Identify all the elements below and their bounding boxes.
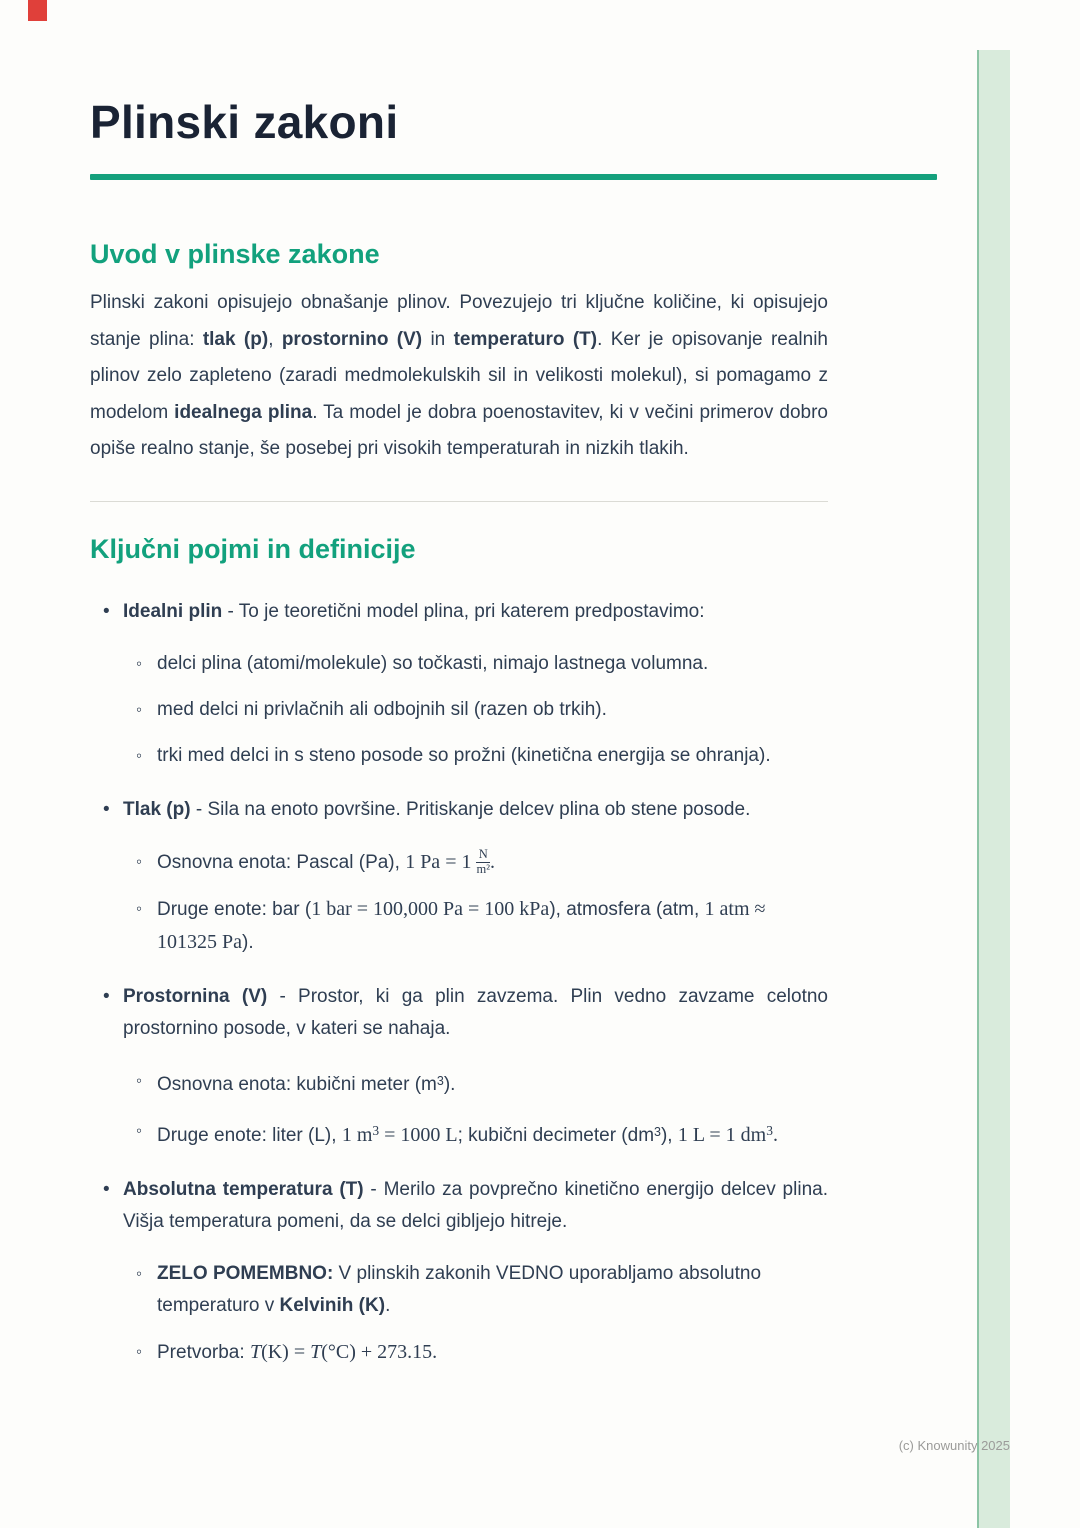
sub-bullet-icon: ◦ bbox=[136, 653, 143, 673]
list-item-text: Prostornina (V) - Prostor, ki ga plin zavzema. Plin vedno zavzame celotno prostornino posode, v kateri se nahaja. bbox=[123, 985, 828, 1039]
sub-list-item bbox=[90, 694, 828, 726]
sub-list-item-text: Pretvorba: T(K) = T(°C) + 273.15. bbox=[157, 1340, 438, 1363]
sub-list bbox=[90, 1065, 828, 1152]
sub-list bbox=[90, 648, 828, 772]
sub-bullet-icon: ◦ bbox=[136, 851, 143, 871]
list-item-prostornina bbox=[90, 981, 828, 1152]
sub-list bbox=[90, 1258, 828, 1369]
red-bookmark-tab bbox=[28, 0, 47, 21]
bullet-icon: • bbox=[103, 985, 110, 1007]
sub-list-item bbox=[90, 846, 828, 879]
sub-list-item-text: med delci ni privlačnih ali odbojnih sil (razen ob trkih). bbox=[157, 698, 607, 720]
sub-list-item-text: Druge enote: bar (1 bar = 100,000 Pa = 100 kPa), atmosfera (atm, 1 atm ≈ 101325 Pa). bbox=[157, 897, 766, 953]
sub-list-item bbox=[90, 740, 828, 772]
page-content bbox=[90, 0, 828, 1369]
sub-list-item bbox=[90, 1258, 828, 1322]
sub-list-item bbox=[90, 1065, 828, 1101]
sub-bullet-icon: ◦ bbox=[136, 1341, 143, 1361]
list-item-temperatura bbox=[90, 1174, 828, 1369]
copyright-footer: (c) Knowunity 2025 bbox=[898, 1438, 1010, 1453]
page-title: Plinski zakoni bbox=[90, 96, 399, 148]
right-margin-strip bbox=[977, 50, 1010, 1528]
section-divider bbox=[90, 501, 828, 502]
sub-list-item bbox=[90, 648, 828, 680]
sub-list-item bbox=[90, 1115, 828, 1152]
sub-list-item-text: trki med delci in s steno posode so prožni (kinetična energija se ohranja). bbox=[157, 744, 771, 766]
bullet-icon: • bbox=[103, 1178, 110, 1200]
list-item-tlak bbox=[90, 794, 828, 959]
bullet-icon: • bbox=[103, 798, 110, 820]
sub-list-item bbox=[90, 893, 828, 959]
sub-list-item bbox=[90, 1336, 828, 1369]
sub-list-item-text: Osnovna enota: kubični meter $(m^3)$. bbox=[157, 1073, 456, 1095]
sub-list-item-text: Osnovna enota: Pascal (Pa), 1 Pa = 1 $\frac{N}{\text{m²}}$ . bbox=[157, 847, 495, 876]
list-item-text: Idealni plin - To je teoretični model plina, pri katerem predpostavimo: bbox=[123, 600, 705, 622]
list-item-idealni-plin bbox=[90, 596, 828, 772]
sub-bullet-icon: ◦ bbox=[136, 699, 143, 719]
title-underline bbox=[90, 174, 937, 180]
section-heading-intro: Uvod v plinske zakone bbox=[90, 239, 380, 269]
sub-bullet-icon: ◦ bbox=[136, 1120, 143, 1140]
sub-bullet-icon: ◦ bbox=[136, 898, 143, 918]
sub-bullet-icon: ◦ bbox=[136, 745, 143, 765]
sub-list-item-text: ZELO POMEMBNO: V plinskih zakonih VEDNO uporabljamo absolutno temperaturo v Kelvinih (K). bbox=[157, 1262, 762, 1316]
list-item-text: Absolutna temperatura (T) - Merilo za povprečno kinetično energijo delcev plina. Višja temperatura pomeni, da se delci gibljejo hitreje. bbox=[123, 1178, 828, 1232]
bullet-icon: • bbox=[103, 600, 110, 622]
sub-bullet-icon: ◦ bbox=[136, 1070, 143, 1090]
intro-paragraph: Plinski zakoni opisujejo obnašanje plinov. Povezujejo tri ključne količine, ki opisujejo stanje plina: tlak (p), prostornino (V) in temperaturo (T). Ker je opisovanje realnih plinov zelo zapleteno (zaradi medmolekulskih sil in velikosti molekul), si pomagamo z modelom idealnega plina. Ta model je dobra poenostavitev, ki v večini primerov dobro opiše realno stanje, še posebej pri visokih temperaturah in nizkih tlakih. bbox=[90, 292, 828, 459]
section-heading-concepts: Ključni pojmi in definicije bbox=[90, 533, 416, 564]
sub-list-item-text: Druge enote: liter (L), 1 $m^3 = 1000$ L; kubični decimeter $(dm^3)$, 1 L = 1 $dm^3$. bbox=[157, 1122, 778, 1146]
sub-list bbox=[90, 846, 828, 959]
list-item-text: Tlak (p) - Sila na enoto površine. Pritiskanje delcev plina ob stene posode. bbox=[123, 798, 751, 820]
sub-list-item-text: delci plina (atomi/molekule) so točkasti, nimajo lastnega volumna. bbox=[157, 652, 709, 674]
sub-bullet-icon: ◦ bbox=[136, 1263, 143, 1283]
concepts-list bbox=[90, 596, 828, 1369]
